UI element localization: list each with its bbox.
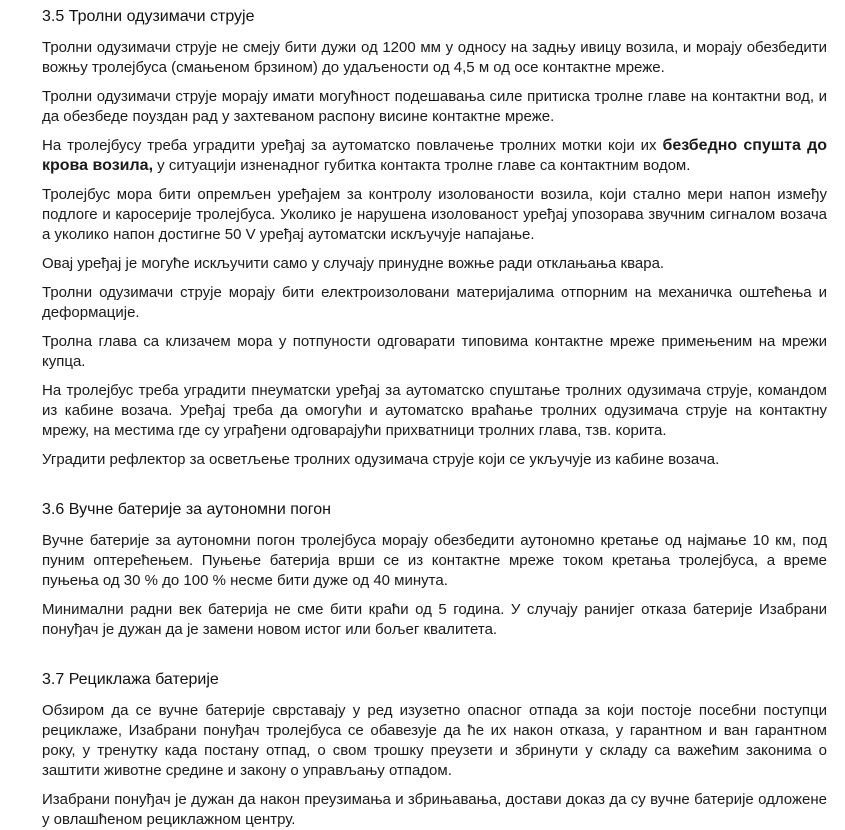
paragraph: Тролни одузимачи струје не смеју бити дужи од 1200 мм у односу на задњу ивицу возила, и морају обезбедити вожњу тролејбуса (смањеном брзином) до удаљености од 4,5 м од осе контактне мреже. bbox=[42, 39, 827, 76]
paragraph-text: у ситуацији изненадног губитка контакта тролне главе са контактним водом. bbox=[153, 157, 691, 174]
section-3-6 bbox=[42, 500, 827, 640]
paragraph bbox=[42, 136, 827, 176]
section-3-7 bbox=[42, 670, 827, 830]
paragraph: Овај уређај је могуће искључити само у случају принудне вожње ради отклањања квара. bbox=[42, 255, 665, 272]
paragraph-text: На тролејбусу треба уградити уређај за аутоматско повлачење тролних мотки који их bbox=[42, 137, 663, 154]
paragraph: Тролна глава са клизачем мора у потпуности одговарати типовима контактне мреже примењеним на мрежи купца. bbox=[42, 333, 827, 370]
section-heading: 3.7 Рециклажа батерије bbox=[42, 671, 219, 688]
paragraph: Тролни одузимачи струје морају имати могућност подешавања силе притиска тролне главе на контактни вод, и да обезбеде поуздан рад у захтеваном распону висине контактне мреже. bbox=[42, 88, 827, 125]
section-3-5 bbox=[42, 7, 827, 470]
section-heading: 3.5 Тролни одузимачи струје bbox=[42, 8, 255, 25]
paragraph: Уградити рефлектор за осветљење тролних одузимача струје који се укључује из кабине возача. bbox=[42, 451, 720, 468]
paragraph-emphasis: безбедно спушта до крова возила, bbox=[42, 137, 828, 174]
paragraph: Изабрани понуђач је дужан да након преузимања и збрињавања, достави доказ да су вучне батерије одложене у овлашћеном рециклажном центру. bbox=[42, 791, 827, 828]
paragraph: Обзиром да се вучне батерије сврставају у ред изузетно опасног отпада за који постоје посебни поступци рециклаже, Изабрани понуђач тролејбуса се обавезује да ће их након отказа, у гарантном и ван гарантном року, у тренутку када постану отпад, о свом трошку преузети и збринути у складу са важећим законима о заштити животне средине и закону о управљању отпадом. bbox=[42, 702, 827, 779]
paragraph: Тролејбус мора бити опремљен уређајем за контролу изолованости возила, који стално мери напон између подлоге и каросерије тролејбуса. Уколико је нарушена изолованост уређај упозорава звучним сигналом возача а уколико напон достигне 50 V уређај аутоматски искључује напајање. bbox=[42, 186, 827, 243]
section-heading: 3.6 Вучне батерије за аутономни погон bbox=[42, 501, 331, 518]
paragraph: Вучне батерије за аутономни погон тролејбуса морају обезбедити аутономно кретање од најмање 10 км, под пуним оптерећењем. Пуњење батерија врши се из контактне мреже током кретања тролејбуса, а време пуњења од 30 % до 100 % несме бити дуже од 40 минута. bbox=[42, 532, 827, 589]
paragraph: Тролни одузимачи струје морају бити електроизоловани материјалима отпорним на механичка оштећења и деформације. bbox=[42, 284, 827, 321]
paragraph: Минимални радни век батерија не сме бити краћи од 5 година. У случају ранијег отказа батерије Изабрани понуђач је дужан да је замени новом истог или бољег квалитета. bbox=[42, 601, 827, 638]
paragraph: На тролејбус треба уградити пнеуматски уређај за аутоматско спуштање тролних одузимача струје, командом из кабине возача. Уређај треба да омогући и аутоматско враћање тролних одузимача струје на контактну мрежу, на местима где су уграђени одговарајући прихватници тролних глава, тзв. корита. bbox=[42, 382, 827, 439]
